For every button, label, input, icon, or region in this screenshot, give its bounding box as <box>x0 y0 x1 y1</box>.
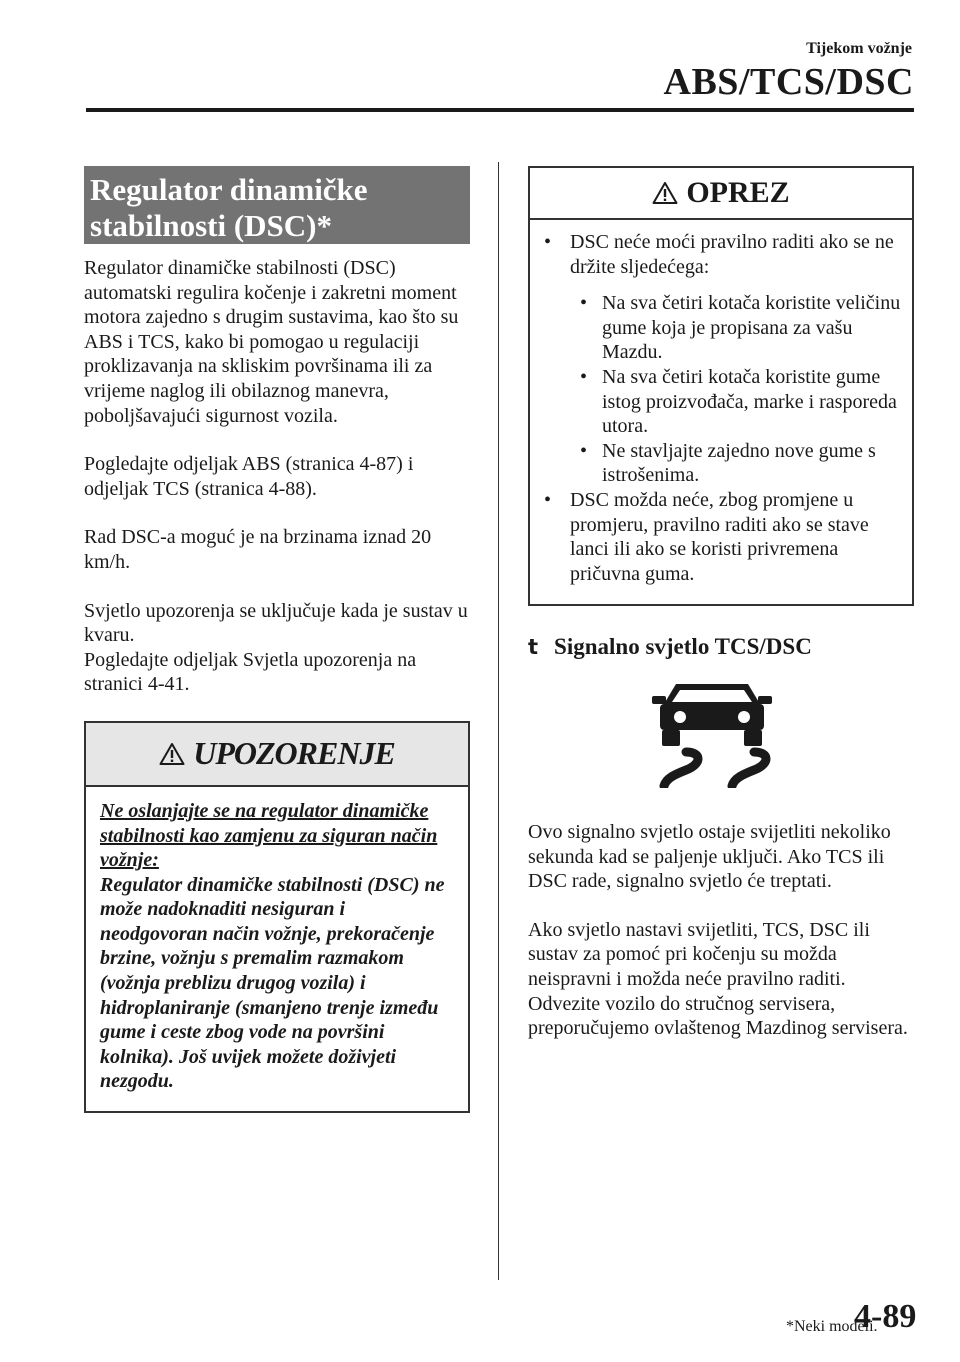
page-number: 4-89 <box>854 1298 917 1335</box>
warning-title: UPOZORENJE <box>193 735 395 772</box>
body-paragraph: Regulator dinamičke stabilnosti (DSC) automatski regulira kočenje i zakretni moment motora zajedno s drugim sustavima, kao što su ABS i TCS, kako bi pomogao u regulaciji proklizavanja na skliskim površinama ili za vrijeme naglog ili obilaznog manevra, poboljšavajući sigurnost vozila. <box>84 257 459 427</box>
caution-item-text: DSC možda neće, zbog promjene u promjeru, pravilno raditi ako se stave lanci ili ako se koristi privremena pričuvna guma. <box>570 488 869 585</box>
body-paragraph: Rad DSC-a moguć je na brzinama iznad 20 km/h. <box>84 526 432 573</box>
bullet-icon: • <box>580 365 588 388</box>
footnote: *Neki modeli. <box>786 1318 878 1335</box>
bullet-icon: • <box>580 439 588 462</box>
caution-subitem <box>574 291 902 365</box>
caution-box <box>528 166 914 606</box>
caution-header <box>530 168 912 220</box>
body-paragraph: Pogledajte odjeljak ABS (stranica 4-87) i odjeljak TCS (stranica 4-88). <box>84 453 414 500</box>
left-column <box>84 166 470 1113</box>
skidding-car-icon <box>646 680 778 788</box>
subsection-heading <box>528 634 914 660</box>
caution-subitem-text: Na sva četiri kotača koristite veličinu gume koja je propisana za vašu Mazdu. <box>602 292 901 364</box>
warning-text: Regulator dinamičke stabilnosti (DSC) ne može nadoknaditi nesiguran i neodgovoran način vožnje, prekoračenje brzine, vožnju s premalim razmakom (vožnja preblizu drugog vozila) i hidroplaniranje (smanjeno trenje između gume i ceste zbog vode na površini kolnika). Još uvijek možete doživjeti nezgodu. <box>100 873 445 1093</box>
bullet-icon: • <box>544 231 552 253</box>
column-divider <box>498 162 499 1280</box>
subsection-marker: t <box>528 635 539 659</box>
caution-subitem <box>574 439 902 488</box>
caution-subitem <box>574 365 902 439</box>
body-paragraph: Ovo signalno svjetlo ostaje svijetliti nekoliko sekunda kad se paljenje uključi. Ako TCS ili DSC rade, signalno svjetlo će treptati. <box>528 821 891 893</box>
caution-item-text: DSC neće moći pravilno raditi ako se ne držite sljedećega: <box>570 231 894 278</box>
bullet-icon: • <box>544 488 552 511</box>
warning-triangle-icon <box>652 181 678 205</box>
warning-body <box>86 787 468 1094</box>
subsection-title: Signalno svjetlo TCS/DSC <box>554 634 812 659</box>
section-title: Regulator dinamičke stabilnosti (DSC)* <box>84 166 470 244</box>
warning-lead: Ne oslanjajte se na regulator dinamičke stabilnosti kao zamjenu za siguran način vožnje: <box>100 799 438 872</box>
caution-title: OPREZ <box>686 176 790 209</box>
bullet-icon: • <box>580 292 588 315</box>
warning-triangle-icon <box>159 742 185 766</box>
body-paragraph: Pogledajte odjeljak Svjetla upozorenja na stranici 4-41. <box>84 648 417 696</box>
caution-subitem-text: Ne stavljajte zajedno nove gume s istrošenima. <box>602 439 876 487</box>
chapter-subtitle: Tijekom vožnje <box>806 40 912 57</box>
caution-item <box>540 230 902 279</box>
header-rule <box>86 108 914 112</box>
caution-body <box>530 220 912 586</box>
caution-subitem-text: Na sva četiri kotača koristite gume istog proizvođača, marke i rasporeda utora. <box>602 365 897 438</box>
warning-box <box>84 721 470 1113</box>
warning-header <box>86 723 468 787</box>
chapter-title: ABS/TCS/DSC <box>663 61 914 103</box>
right-column <box>528 166 914 1041</box>
body-paragraph: Svjetlo upozorenja se uključuje kada je sustav u kvaru. <box>84 599 468 647</box>
caution-item <box>540 488 902 586</box>
body-paragraph: Ako svjetlo nastavi svijetliti, TCS, DSC ili sustav za pomoć pri kočenju su možda neispravni i možda neće pravilno raditi. Odvezite vozilo do stručnog servisera, preporučujemo ovlaštenog Mazdinog servisera. <box>528 918 908 1040</box>
